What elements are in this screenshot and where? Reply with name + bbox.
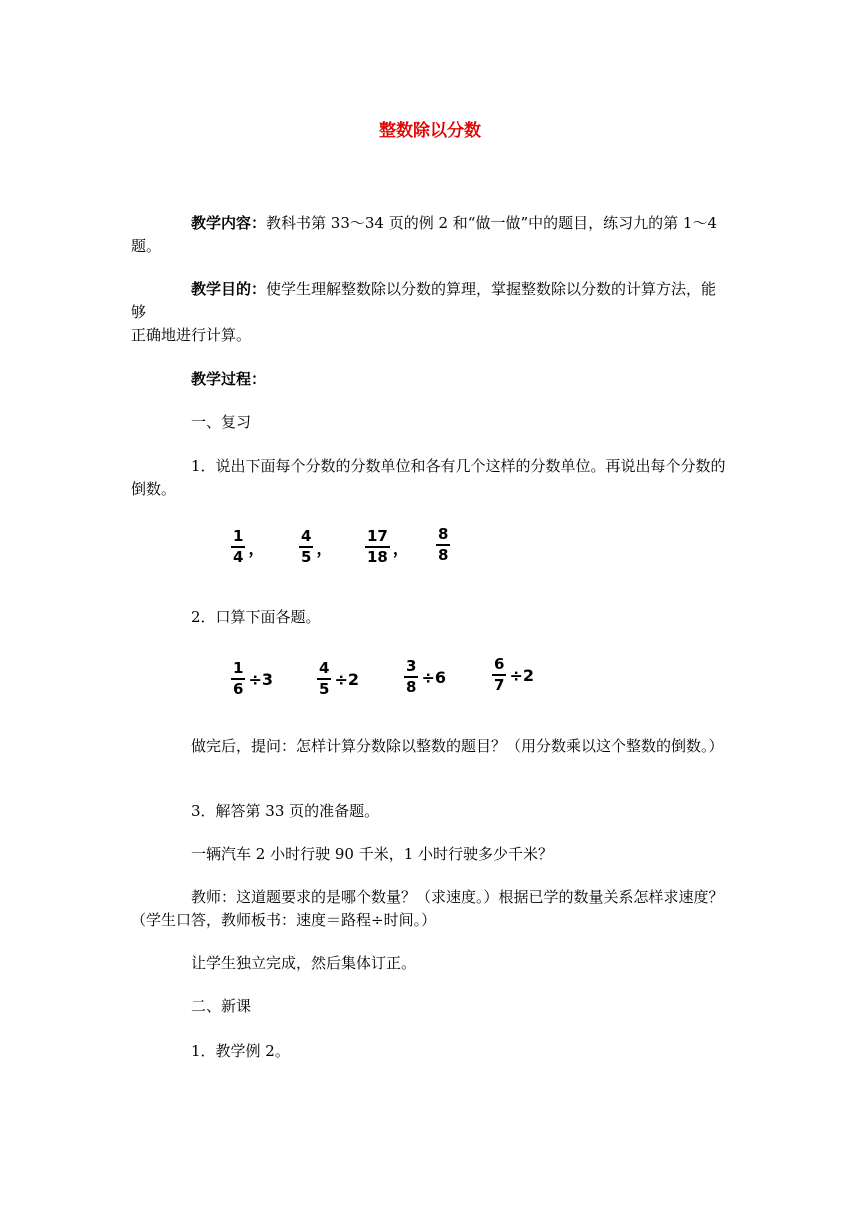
fraction (232, 528, 244, 566)
divide-operation: ÷6 (421, 667, 446, 687)
teaching-content-label: 教学内容： (191, 214, 267, 232)
denominator: 8 (406, 678, 417, 696)
denominator: 5 (301, 548, 312, 566)
division-item (405, 658, 446, 696)
fraction-item (300, 528, 332, 566)
fraction (437, 526, 449, 564)
teaching-content-text: 教科书第 33～34 页的例 2 和“做一做”中的题目，练习九的第 1～4 题。 (131, 214, 717, 255)
fraction-item (232, 528, 264, 566)
numerator: 1 (233, 527, 244, 545)
fraction (300, 528, 312, 566)
page-title: 整数除以分数 (379, 121, 481, 141)
teaching-process-label: 教学过程： (191, 370, 267, 388)
fraction (493, 656, 505, 694)
independent-work: 让学生独立完成，然后集体订正。 (191, 954, 417, 972)
question-3: 3．解答第 33 页的准备题。 (191, 802, 380, 820)
denominator: 7 (494, 676, 505, 694)
numerator: 8 (438, 525, 449, 543)
fraction-item (437, 526, 453, 564)
numerator: 3 (406, 657, 417, 675)
review-heading: 一、复习 (191, 413, 252, 431)
division-item (493, 656, 534, 694)
fraction (232, 660, 244, 698)
fraction (318, 660, 330, 698)
denominator: 4 (233, 548, 244, 566)
teaching-goal-text: 使学生理解整数除以分数的算理，掌握整数除以分数的计算方法，能够 (131, 280, 717, 321)
numerator: 4 (319, 659, 330, 677)
denominator: 6 (233, 680, 244, 698)
denominator: 18 (367, 548, 388, 566)
numerator: 1 (233, 659, 244, 677)
denominator: 8 (438, 546, 449, 564)
teaching-goal (131, 278, 731, 324)
separator: ， (392, 538, 409, 558)
example-2: 1．教学例 2。 (191, 1042, 290, 1060)
division-item (232, 660, 273, 698)
teaching-goal-label: 教学目的： (191, 280, 267, 298)
teaching-goal-continued: 正确地进行计算。 (131, 326, 252, 344)
numerator: 17 (367, 527, 388, 545)
fraction (366, 528, 389, 566)
fraction (405, 658, 417, 696)
separator: ， (248, 538, 265, 558)
question-1: 1．说出下面每个分数的分数单位和各有几个这样的分数单位。再说出每个分数的倒数。 (131, 457, 726, 498)
separator: ， (316, 538, 333, 558)
new-lesson-heading: 二、新课 (191, 997, 252, 1015)
teaching-content (131, 212, 731, 258)
divide-operation: ÷3 (248, 669, 273, 689)
teacher-dialogue: 教师：这道题要求的是哪个数量？（求速度。）根据已学的数量关系怎样求速度？（学生口答，教师板书：速度＝路程÷时间。） (131, 888, 724, 929)
denominator: 5 (319, 680, 330, 698)
problem-statement: 一辆汽车 2 小时行驶 90 千米，1 小时行驶多少千米？ (191, 845, 554, 863)
numerator: 4 (301, 527, 312, 545)
fraction-item (366, 528, 409, 566)
divide-operation: ÷2 (509, 665, 534, 685)
numerator: 6 (494, 655, 505, 673)
question-2: 2．口算下面各题。 (191, 608, 321, 626)
division-item (318, 660, 359, 698)
divide-operation: ÷2 (334, 669, 359, 689)
after-question: 做完后，提问：怎样计算分数除以整数的题目？（用分数乘以这个整数的倒数。） (191, 737, 724, 755)
